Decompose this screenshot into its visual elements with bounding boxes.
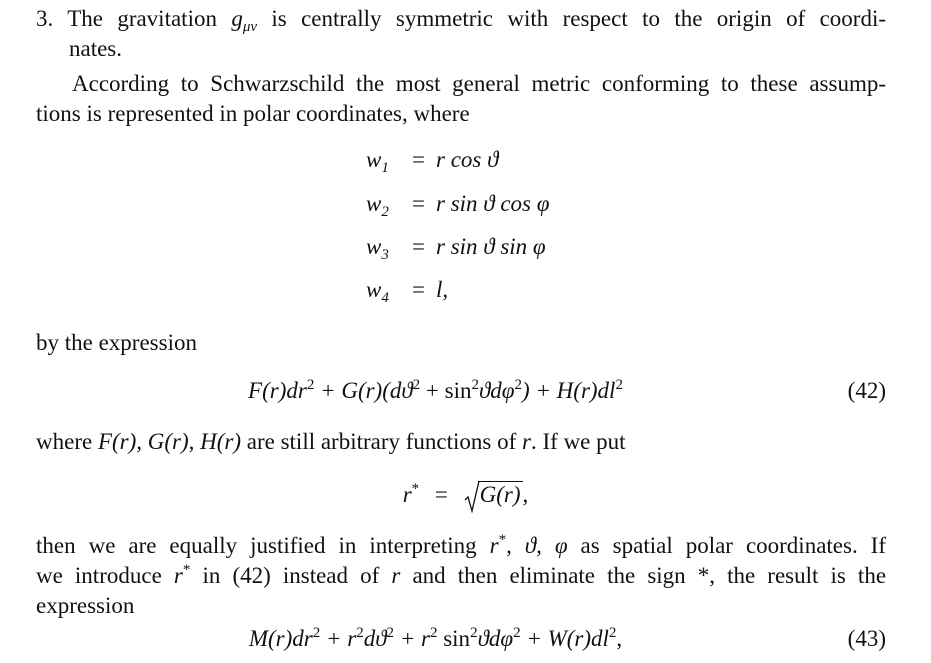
equation-43: $M(r)dr^2 + r^2dϑ^2 + r^2$ $\sin^2ϑd\varphi^2 + W(r)dl^2$, [248, 625, 623, 651]
paragraph-line: expression [36, 593, 135, 618]
equation-number: (42) [847, 378, 886, 403]
paragraph-line: According to Schwarzschild the most general metric conforming to these assump- [72, 71, 886, 96]
equation-number: (43) [847, 626, 886, 651]
item-text: The gravitation [67, 6, 217, 31]
item-3 [36, 4, 886, 64]
paragraph-interpretation [36, 531, 886, 621]
item-text: is centrally symmetric with respect to the origin of coordi- [271, 6, 887, 31]
metric-symbol: $g_{\mu\nu}$ [231, 6, 258, 35]
equation-42: $F(r)dr^2 + G(r)(dϑ^2 + \sin^2ϑd\varphi^2) + H(r)dl^2$ [248, 377, 623, 403]
paragraph-line: tions is represented in polar coordinates, where [36, 101, 470, 126]
square-root: G(r) [464, 482, 523, 508]
item-3-line-2: nates. [69, 36, 123, 61]
item-3-line-1 [36, 4, 886, 34]
text-line: where F(r), G(r), H(r) are still arbitrary functions of r. If we put [36, 429, 626, 454]
item-number: 3. [36, 6, 54, 31]
paragraph-line: then we are equally justified in interpreting r*, ϑ, φ as spatial polar coordinates. If [36, 532, 887, 558]
document-page: 3. The gravitation $g_{\mu\nu}$ is centrally symmetric with respect to the origin of coordi- nates. According to Schwarzschild the most general metric conforming to these assump- tions is represented in polar coordinates, where $w_1$ = r cos ϑ $w_2$ = r sin ϑ cos φ $w_3$ = r sin ϑ sin φ $w_4$ = l, by the expression $F(r)dr^2 + G(r)(dϑ^2 + \sin^2ϑd\varphi^2) + H(r)dl^2$ (42) where F(r), G(r), H(r) are still arbitrary functions of r. If we put r* = G(r), then we are equally justified in interpreting r*, ϑ, φ as spatial polar coordinates. If we introduce r* in (42) instead of r and then eliminate the sign *, the result is the expression $M(r)dr^2 + r^2dϑ^2 + r^2$ $\sin^2ϑd\varphi^2 + W(r)dl^2$, (43) [0, 0, 931, 663]
r-star-equation: r* = G(r), [0, 482, 931, 508]
text-line: by the expression [36, 330, 197, 355]
paragraph-schwarzschild [36, 69, 886, 129]
paragraph-line: we introduce r* in (42) instead of r and then eliminate the sign *, the result is the [36, 562, 887, 588]
